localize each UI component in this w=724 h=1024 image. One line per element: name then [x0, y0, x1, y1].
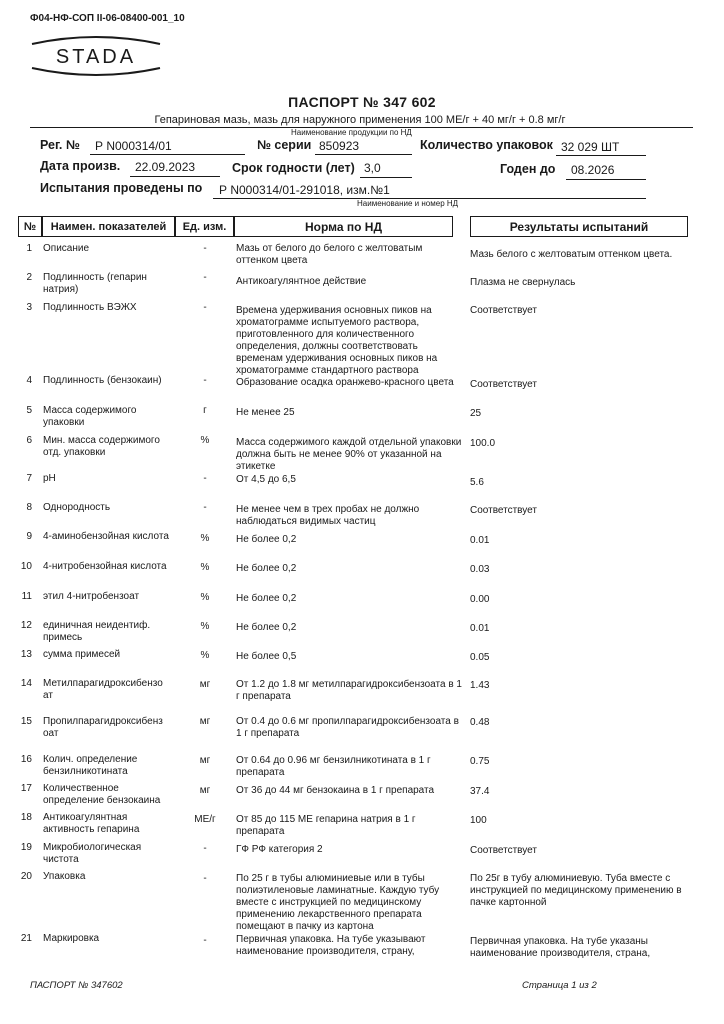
valid-until-value: 08.2026 — [571, 163, 615, 177]
row-name: Метилпарагидроксибензо ат — [43, 678, 163, 701]
row-name: Подлинность (гепарин натрия) — [43, 272, 147, 295]
row-unit: г — [203, 405, 207, 416]
row-name: Колич. определение бензилникотината — [43, 754, 138, 777]
row-result: 37.4 — [470, 786, 490, 797]
shelf-life-label: Срок годности (лет) — [232, 161, 355, 175]
row-result: 100.0 — [470, 438, 496, 449]
row-unit: - — [203, 935, 207, 946]
row-result: 0.75 — [470, 756, 490, 767]
logo-text: STADA — [55, 46, 137, 68]
row-result: Соответствует — [470, 505, 537, 516]
manufacture-date-label: Дата произв. — [40, 159, 121, 173]
product-name: Гепариновая мазь, мазь для наружного применения 100 МЕ/г + 40 мг/г + 0.8 мг/г — [154, 114, 566, 126]
footer-page-number: Страница 1 из 2 — [522, 980, 597, 991]
row-name: Количественное определение бензокаина — [43, 783, 161, 806]
row-number: 9 — [26, 531, 32, 542]
row-number: 5 — [26, 405, 32, 416]
row-norm: Не более 0,2 — [236, 534, 297, 545]
row-name: Подлинность ВЭЖХ — [43, 302, 137, 313]
row-name: Мин. масса содержимого отд. упаковки — [43, 435, 160, 458]
row-norm: Не более 0,2 — [236, 563, 297, 574]
product-caption: Наименование продукции по НД — [291, 128, 412, 137]
row-name: этил 4-нитробензоат — [43, 591, 140, 602]
row-result: 1.43 — [470, 680, 490, 691]
row-name: Маркировка — [43, 933, 100, 944]
row-norm: От 1.2 до 1.8 мг метилпарагидроксибензоата в 1 г препарата — [236, 679, 462, 702]
quantity-underline — [556, 155, 646, 156]
row-number: 7 — [26, 473, 32, 484]
row-number: 3 — [26, 302, 32, 313]
row-norm: Не менее чем в трех пробах не должно наблюдаться видимых частиц — [236, 504, 420, 527]
footer-passport-number: ПАСПОРТ № 347602 — [30, 980, 123, 991]
row-result: 0.03 — [470, 564, 490, 575]
quantity-label: Количество упаковок — [420, 138, 553, 152]
row-unit: мг — [199, 716, 211, 727]
row-unit: % — [200, 621, 210, 632]
row-unit: % — [200, 592, 210, 603]
row-number: 18 — [20, 812, 32, 823]
row-norm: Мазь от белого до белого с желтоватым оттенком цвета — [236, 243, 423, 266]
row-number: 8 — [26, 502, 32, 513]
row-number: 19 — [20, 842, 32, 853]
row-name: Пропилпарагидроксибенз оат — [43, 716, 163, 739]
row-norm: Первичная упаковка. На тубе указывают наименование производителя, страну, — [236, 934, 426, 957]
row-result: 0.48 — [470, 717, 490, 728]
row-name: Описание — [43, 243, 90, 254]
quantity-value: 32 029 ШТ — [561, 140, 620, 154]
row-unit: - — [203, 243, 207, 254]
row-norm: Не более 0,5 — [236, 651, 297, 662]
row-norm: Не более 0,2 — [236, 622, 297, 633]
row-unit: - — [203, 843, 207, 854]
series-value: 850923 — [319, 139, 360, 153]
row-result: Мазь белого с желтоватым оттенком цвета. — [470, 249, 673, 260]
row-result: Соответствует — [470, 379, 537, 390]
row-unit: - — [203, 473, 207, 484]
passport-title: ПАСПОРТ № 347 602 — [288, 94, 436, 110]
reg-underline — [90, 154, 245, 155]
row-number: 15 — [20, 716, 32, 727]
shelf-life-value: 3,0 — [364, 161, 381, 175]
stada-logo — [30, 32, 162, 78]
row-name: Антикоагулянтная активность гепарина — [43, 812, 140, 835]
row-name: Однородность — [43, 502, 111, 513]
row-unit: - — [203, 873, 207, 884]
tests-label: Испытания проведены по — [40, 181, 203, 195]
row-norm: От 0.64 до 0.96 мг бензилникотината в 1 г препарата — [236, 755, 431, 778]
row-unit: % — [200, 650, 210, 661]
header-unit: Ед. изм. — [175, 216, 234, 237]
header-number: № — [18, 216, 42, 237]
row-name: Подлинность (бензокаин) — [43, 375, 162, 386]
valid-until-underline — [566, 179, 646, 180]
reg-value: Р N000314/01 — [95, 139, 172, 153]
row-name: 4-аминобензойная кислота — [43, 531, 169, 542]
row-norm: Не более 0,2 — [236, 593, 297, 604]
row-norm: Образование осадка оранжево-красного цвета — [236, 377, 454, 388]
row-result: Соответствует — [470, 845, 537, 856]
row-number: 2 — [26, 272, 32, 283]
row-number: 17 — [20, 783, 32, 794]
row-norm: По 25 г в тубы алюминиевые или в тубы полиэтиленовые ламинатные. Каждую тубу вместе с инструкцией по медицинскому применению лекарственного препарата помещают в пачку из картона — [236, 873, 440, 932]
series-label: № серии — [257, 138, 312, 152]
row-result: 5.6 — [470, 477, 484, 488]
row-result: 0.00 — [470, 594, 490, 605]
row-number: 4 — [26, 375, 32, 386]
row-name: 4-нитробензойная кислота — [43, 561, 167, 572]
reg-label: Рег. № — [40, 138, 80, 152]
row-result: Соответствует — [470, 305, 537, 316]
row-unit: МЕ/г — [194, 814, 216, 825]
row-result: 0.01 — [470, 535, 490, 546]
tests-value: Р N000314/01-291018, изм.№1 — [219, 183, 390, 197]
row-norm: От 0.4 до 0.6 мг пропилпарагидроксибензоата в 1 г препарата — [236, 716, 459, 739]
stada-logo-graphic — [30, 32, 162, 78]
row-number: 14 — [20, 678, 32, 689]
shelf-life-underline — [360, 177, 412, 178]
row-norm: От 36 до 44 мг бензокаина в 1 г препарата — [236, 785, 435, 796]
row-norm: ГФ РФ категория 2 — [236, 844, 323, 855]
row-unit: мг — [199, 755, 211, 766]
row-unit: мг — [199, 679, 211, 690]
row-unit: - — [203, 302, 207, 313]
header-indicator-name: Наимен. показателей — [42, 216, 175, 237]
row-name: сумма примесей — [43, 649, 121, 660]
row-unit: мг — [199, 785, 211, 796]
row-unit: - — [203, 375, 207, 386]
row-number: 21 — [20, 933, 32, 944]
row-number: 13 — [20, 649, 32, 660]
row-unit: - — [203, 502, 207, 513]
row-number: 10 — [20, 561, 32, 572]
header-result: Результаты испытаний — [470, 216, 688, 237]
row-number: 20 — [20, 871, 32, 882]
row-norm: Времена удерживания основных пиков на хроматограмме испытуемого раствора, приготовленного для количественного определения, должны соответствовать временам удерживания основных пиков на хроматограмме стандартного раствора — [236, 305, 438, 376]
row-norm: Не менее 25 — [236, 407, 295, 418]
manufacture-date-value: 22.09.2023 — [135, 160, 196, 174]
row-norm: Антикоагулянтное действие — [236, 276, 367, 287]
row-number: 12 — [20, 620, 32, 631]
row-result: Плазма не свернулась — [470, 277, 576, 288]
row-name: Упаковка — [43, 871, 86, 882]
series-underline — [315, 154, 412, 155]
row-name: единичная неидентиф. примесь — [43, 620, 151, 643]
row-result: Первичная упаковка. На тубе указаны наименование производителя, страна, — [470, 936, 651, 959]
row-norm: От 4,5 до 6,5 — [236, 474, 296, 485]
row-result: По 25г в тубу алюминиевую. Туба вместе с инструкцией по медицинскому применению в пачке картонной — [470, 873, 682, 908]
row-name: Микробиологическая чистота — [43, 842, 142, 865]
row-unit: % — [200, 435, 210, 446]
valid-until-label: Годен до — [500, 162, 556, 176]
tests-caption: Наименование и номер НД — [357, 199, 459, 208]
row-norm: Масса содержимого каждой отдельной упаковки должна быть не менее 90% от указанной на этикетке — [236, 437, 462, 472]
document-code: Ф04-НФ-СОП II-06-08400-001_10 — [30, 13, 185, 24]
row-result: 100 — [470, 815, 487, 826]
row-unit: % — [200, 562, 210, 573]
header-norm: Норма по НД — [234, 216, 453, 237]
row-number: 1 — [26, 243, 32, 254]
manufacture-date-underline — [130, 176, 220, 177]
row-result: 0.05 — [470, 652, 490, 663]
row-name: pH — [43, 473, 56, 484]
row-number: 6 — [26, 435, 32, 446]
row-name: Масса содержимого упаковки — [43, 405, 137, 428]
row-unit: % — [200, 533, 210, 544]
row-number: 11 — [21, 591, 32, 602]
row-norm: От 85 до 115 МЕ гепарина натрия в 1 г препарата — [236, 814, 416, 837]
row-number: 16 — [20, 754, 32, 765]
row-unit: - — [203, 272, 207, 283]
row-result: 25 — [470, 408, 482, 419]
row-result: 0.01 — [470, 623, 490, 634]
